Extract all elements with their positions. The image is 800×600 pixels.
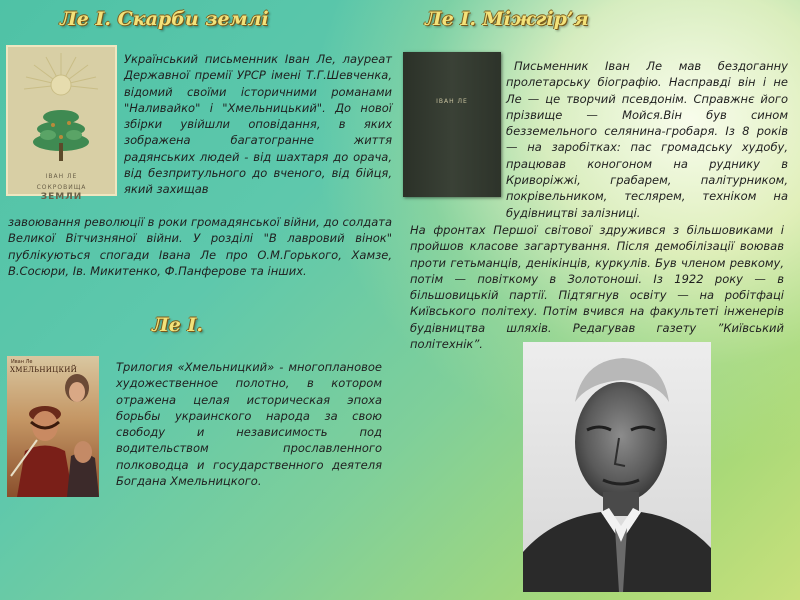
- cover-series: СОКРОВИЩА: [36, 184, 87, 191]
- book-cover-skarby-zemli: [6, 45, 117, 202]
- cover-author: ІВАН ЛЕ: [45, 173, 78, 180]
- description-mizhhirya-top: Письменник Іван Ле мав бездоганну пролетарську біографію. Насправді він і не Ле — це творчий псевдонім. Справжнє його прізвище — Мойся.Він був сином безземельного селянина-гробаря. Із 8 років — на заробітках: пас громадську худобу, працював коногоном на руднику в Криворіжжі, грабарем, палітурником, покрівельником, теслярем, техніком на будівництві залізниці.: [506, 59, 788, 220]
- sun-tree-emblem-icon: [6, 45, 117, 175]
- cover-author: Иван Ле: [11, 359, 33, 365]
- description-skarby-bottom: завоювання революції в роки громадянської війни, до солдата Великої Вітчизняної війни. У розділі "В лавровий вінок" публікуються спогади Івана Ле про О.М.Горького, Хамзе, В.Сосюри, Ів. Микитенко, Ф.Панферове та інших.: [8, 215, 392, 278]
- title-skarby-zemli: Ле І. Скарби землі: [60, 8, 269, 30]
- cover-title: ЗЕМЛИ: [40, 192, 83, 202]
- description-mizhhirya-bottom: На фронтах Першої світової здружився з більшовиками і пройшов класове загартування. Після демобілізації воював проти гетьманців, денікінців, куркулів. Був членом ревкому, потім — повіткому в Золотоноші. Із 1922 року — в більшовицькій партії. Підтягнув освіту — на робітфаці Київського політеху. Потім вчився на факультеті інженерів будівництва шляхів. Редагував газету ”Київський політехнік”.: [410, 223, 784, 352]
- cover-title: ХМЕЛЬНИЦКИЙ: [10, 366, 78, 374]
- cossack-illustration-icon: [7, 356, 99, 497]
- author-portrait: [523, 342, 711, 592]
- book-cover-mizhhirya: [403, 52, 501, 197]
- title-khmelnytskyi: Ле І.: [152, 314, 204, 336]
- book-cover-khmelnytskyi: [7, 356, 99, 497]
- cover-author: ІВАН ЛЕ: [436, 98, 468, 105]
- description-skarby-top: Український письменник Іван Ле, лауреат Державної премії УРСР імені Т.Г.Шевченка, відомий своїми історичними романами "Наливайко" і "Хмельницький". До нової збірки увійшли оповідання, в яких зображена багатогранне життя радянських людей - від шахтаря до орача, від безпритульного до вченого, від бійця, який захищав: [124, 52, 392, 197]
- portrait-photo-icon: [523, 342, 711, 592]
- description-khmelnytskyi: Трилогия «Хмельницкий» - многоплановое художественное полотно, в котором отражена целая историческая эпоха борьбы украинского народа за свою свободу и независимость под водительством прославленного полководца и государственного деятеля Богдана Хмельницкого.: [116, 360, 382, 489]
- title-mizhhirya: Ле І. Міжгір’я: [425, 8, 589, 30]
